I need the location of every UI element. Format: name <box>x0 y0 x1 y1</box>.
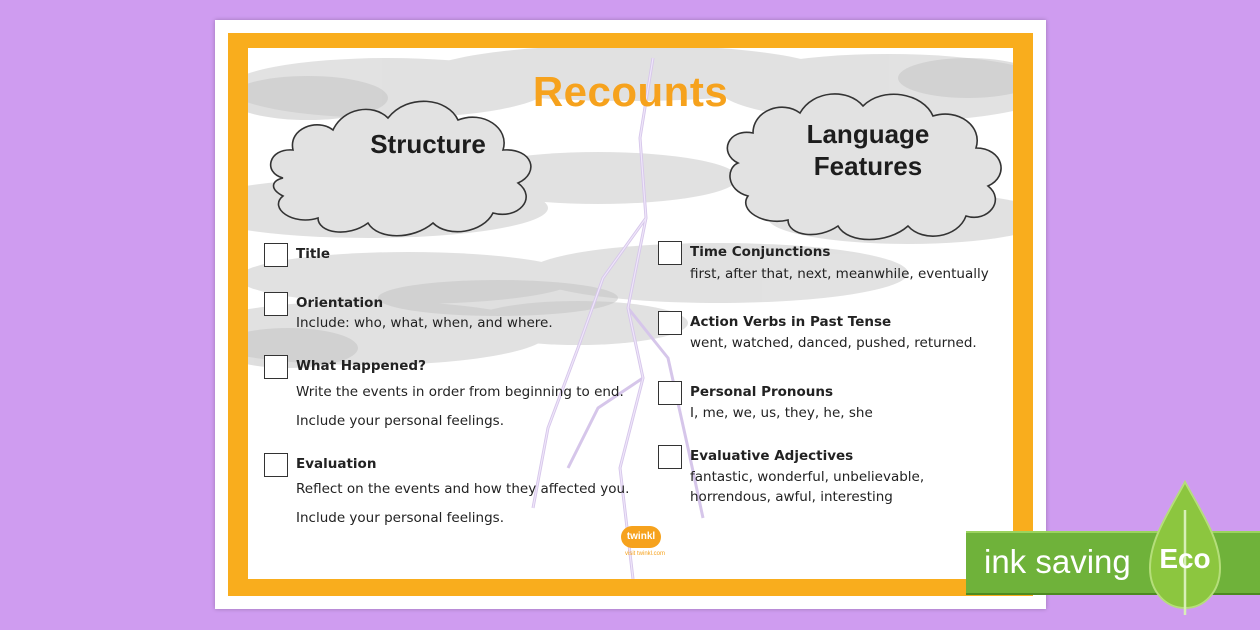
structure-heading: Structure <box>370 129 486 159</box>
orange-frame <box>228 33 1033 596</box>
language-features-heading <box>748 118 988 182</box>
item-label: What Happened? <box>296 358 426 374</box>
poster-sheet <box>215 20 1046 609</box>
page-title: Recounts <box>532 68 729 115</box>
item-description: Write the events in order from beginning to end. <box>296 384 624 400</box>
item-label: Title <box>296 246 331 262</box>
poster-content <box>248 48 1013 579</box>
eco-label: Eco <box>1159 543 1211 574</box>
checkbox[interactable] <box>658 311 682 335</box>
item-label: Personal Pronouns <box>690 384 834 400</box>
checkbox[interactable] <box>264 292 288 316</box>
item-description: Include your personal feelings. <box>296 510 504 526</box>
twinkl-wordmark: twinkl <box>621 526 661 548</box>
item-label: Time Conjunctions <box>690 244 831 260</box>
item-label: Evaluation <box>296 456 377 472</box>
checkbox[interactable] <box>658 445 682 469</box>
language-heading-line1: Language <box>806 119 930 149</box>
checkbox[interactable] <box>264 243 288 267</box>
item-description: Include your personal feelings. <box>296 413 504 429</box>
item-description: horrendous, awful, interesting <box>690 489 893 505</box>
checkbox[interactable] <box>264 453 288 477</box>
item-description: I, me, we, us, they, he, she <box>690 405 873 421</box>
twinkl-logo[interactable] <box>615 526 675 566</box>
language-heading-line2: Features <box>813 151 923 181</box>
checkbox[interactable] <box>658 241 682 265</box>
item-description: first, after that, next, meanwhile, eventually <box>690 266 989 282</box>
item-label: Evaluative Adjectives <box>690 448 854 464</box>
ink-saving-label: ink saving <box>984 543 1131 580</box>
item-description: Reflect on the events and how they affected you. <box>296 481 630 497</box>
checkbox[interactable] <box>264 355 288 379</box>
item-description: went, watched, danced, pushed, returned. <box>690 335 977 351</box>
item-description: fantastic, wonderful, unbelievable, <box>690 469 925 485</box>
item-description: Include: who, what, when, and where. <box>296 315 553 331</box>
twinkl-url: visit twinkl.com <box>624 551 665 557</box>
checkbox[interactable] <box>658 381 682 405</box>
item-label: Orientation <box>296 295 384 311</box>
item-label: Action Verbs in Past Tense <box>690 314 892 330</box>
